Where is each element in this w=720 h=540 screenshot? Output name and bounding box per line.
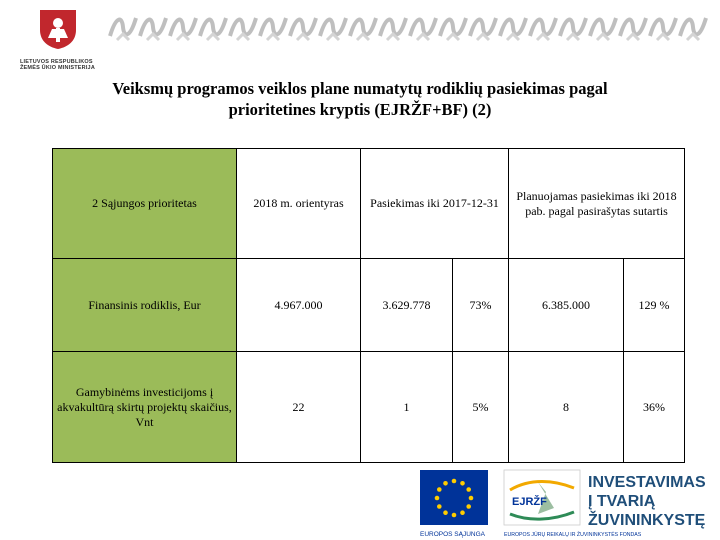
- title-line-1: Veiksmų programos veiklos plane numatytų rodiklių pasiekimas pagal: [112, 79, 608, 98]
- row-target: 4.967.000: [237, 259, 361, 352]
- eu-label: EUROPOS SĄJUNGA: [420, 531, 486, 538]
- header-target: 2018 m. orientyras: [237, 149, 361, 259]
- slogan-line-1: INVESTAVIMAS: [588, 474, 706, 491]
- eu-flag-icon: [420, 470, 488, 525]
- row-planned-pct: 129 %: [624, 259, 685, 352]
- ministry-name-line-2: ŽEMĖS ŪKIO MINISTERIJA: [20, 65, 95, 71]
- header-row: [53, 149, 685, 259]
- row-indicator: Gamybinėms investicijoms į akvakultūrą skirtų projektų skaičius, Vnt: [53, 352, 237, 463]
- fund-label: EUROPOS JŪRŲ REIKALŲ IR ŽUVININKYSTĖS FONDAS: [504, 532, 642, 538]
- ejrzf-logo: [504, 470, 580, 525]
- row-planned: 8: [509, 352, 624, 463]
- row-target: 22: [237, 352, 361, 463]
- page-title: [60, 78, 660, 120]
- coat-of-arms-icon: [38, 8, 78, 50]
- row-planned-pct: 36%: [624, 352, 685, 463]
- ejrzf-abbr: EJRŽF: [512, 496, 547, 508]
- row-indicator: Finansinis rodiklis, Eur: [53, 259, 237, 352]
- footer-logos: [418, 468, 718, 540]
- row-achieved-pct: 73%: [453, 259, 509, 352]
- indicator-table: [52, 148, 685, 463]
- table-row: [53, 352, 685, 463]
- row-achieved-pct: 5%: [453, 352, 509, 463]
- slogan-line-2: Į TVARIĄ: [588, 493, 656, 510]
- row-planned: 6.385.000: [509, 259, 624, 352]
- slogan-line-3: ŽUVININKYSTĘ: [588, 512, 706, 529]
- row-achieved: 1: [361, 352, 453, 463]
- table-row: [53, 259, 685, 352]
- header-planned: Planuojamas pasiekimas iki 2018 pab. pagal pasirašytas sutartis: [509, 149, 685, 259]
- ornament-band: [108, 10, 708, 44]
- header-priority: 2 Sąjungos prioritetas: [53, 149, 237, 259]
- header-achieved: Pasiekimas iki 2017-12-31: [361, 149, 509, 259]
- ministry-name-line-1: LIETUVOS RESPUBLIKOS: [20, 59, 93, 65]
- row-achieved: 3.629.778: [361, 259, 453, 352]
- title-line-2: prioritetines kryptis (EJRŽF+BF) (2): [228, 100, 492, 119]
